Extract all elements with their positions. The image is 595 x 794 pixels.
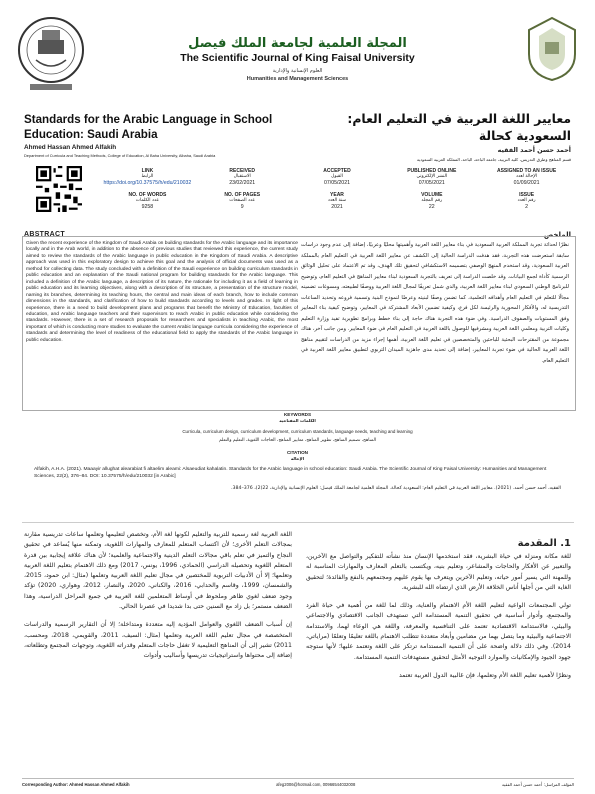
info-label: PUBLISHED ONLINE [407,168,457,174]
info-value: 22 [428,204,435,210]
info-value: 9258 [141,204,154,210]
info-label: VOLUME [421,192,443,198]
page-footer [22,778,574,787]
journal-name-en: The Scientific Journal of King Faisal University [180,52,415,64]
citation-text-en: Alfakih, A.H.A. (2021). Maaayir allughat alearabiat fi altaelim aleami: Alsaeudiat kahalatin. Standards for the Arabic language in school education: Saudi Arabia. The Scientific Journal of King Faisal University: Humanities and Management Sciences, 22(2), 376–84. DOI: 10.37575/h/edu/210032 [in Arabic] [34,467,547,479]
body-paragraph: إن أسباب الضعف اللغوي والعوامل المؤدية إليه متعددة ومتداخلة؛ إلا أن التقارير الرسمية والدراسات المتخصصة في مجال تعليم اللغة العربية وتعلمها (مثال: السيف، 2011، والقويمي، 2018، ومحسب، 2011) تشير إلى أن المناهج التعليمية لا تغفل حاجات المتعلم وقدراته اللغوية، وتوجهات المجتمع وتطلعاته، إضافة إلى محتواها واستراتيجيات تدريسها وأساليب وأدوات [24,621,292,660]
info-label: ACCEPTED [323,168,351,174]
info-words [100,192,195,210]
body-paragraph: تولي المجتمعات الواعية لتعليم اللغة الأم الاهتمام والعناية، وذلك لما للغة من أهمية في حياة الفرد والمجتمع، وأدوار أساسية في تحقيق التنمية المستدامة التي تستهدف الجانب الاقتصادي والاجتماعي والبيئي، فالاستدامة الاقتصادية تعتمد على التنافسية والمعرفة، واللغة هي الوعاء لهما، والاستدامة الاجتماعية والبيئية وما يتصل بهما من مضامين وأبعاد متعددة تتطلب الاهتمام باللغة تعليمًا وتعلمًا (مراياتي، 2014). وفي ذلك دلالة واضحة على أن التنمية المستدامة ترتكز على اللغة وتعتمد عليها؛ لأنها ستوجه جهود الجيود والإمكانيات والموارد التوجيه الأمثل لتحقيق مستهدفات التنمية المستدامة. [306,602,571,661]
journal-logo-emblem [525,14,579,84]
author-affiliation-en: Department of Curricula and Teaching Methods, College of Education, Al Baha University, Albaha, Saudi Arabia [24,153,216,158]
body-paragraph: ونظرًا لأهمية تعليم اللغة الأم وتعلمها، فإن غالبية الدول العربية تعتمد [398,671,571,679]
info-label: ISSUE [519,192,535,198]
footer-corresponding-author: Corresponding Author: Ahmed Hassan Ahmed Alfakih [22,782,130,787]
footer-contact[interactable]: afeg2006@hotmail.com, 00966544032008 [276,782,356,787]
abstract-text-ar: نظرًا لحداثة تجربة المملكة العربية السعودية في بناء معايير اللغة العربية وأهميتها محليًا وعربيًا، إضافة إلى عدم وجود دراسات سابقة استعرضت هذه التجربة، فقد هدفت الدراسة الحالية إلى الكشف عن معايير اللغة العربية في التعليم العام بالمملكة العربية السعودية، وقد استخدم المنهج الوصفي بتصميمه الاستكشافي لتحقيق تلك الهدف، وقد تم الاعتماد على تحليل الوثائق الرسمية كأداة لجمع البيانات. وقد خلصت الدراسة إلى تعريف بالتجربة السعودية لبناء معايير المناهج في التعليم العام، وتوضيح للبرنامج الوطني السعودي لبناء معايير اللغة العربية، والذي شمل تعريفًا لمجال اللغة العربية ووصفًا لطبيعته، ومسوغات تضمينه مجالًا للتعلم في التعليم العام وأهدافه التعلمية، كما تضمن وصفًا لبنيته وعرضًا لنموذج البنية وتسمية فروعه وتحديد الساعات التدريسية له، والأفكار المحورية والرئيسة لكل فرع، وكيفية تضمين الأبعاد المشتركة في المعايير، وتوضيح كيفية بناء المعايير وفق المستويات والصفوف الدراسية. وفي ضوء هذه التجربة هناك حاجة إلى بناء خطط وبرامج تطويرية تفيد وزارة التعليم وكليات التربية ومعلمي اللغة العربية ومشرفيها للوصول باللغة العربية في التعليم العام في ضوء المعايير. ومن جانب آخر، هناك مجموعة من المقترحات البحثية للباحثين والمتخصصين في تعليم اللغة العربية، أهمها إجراء مزيد من الدراسات لتقييم مناهج اللغة العربية الحالية في ضوء تجربة المعايير، إضافة إلى تحديد مدى جاهزية الميدان التربوي لتطبيق معايير اللغة العربية في التعليم العام. [301,242,569,364]
citation-heading-en: CITATION [286,450,308,455]
info-issue [479,192,574,210]
info-row-top [100,168,574,186]
author-name-ar: أحمد حسن أحمد الفقيه [497,146,571,154]
section-heading-introduction: 1. المقدمة [517,538,571,549]
info-label-ar: الرابط [141,174,154,179]
info-value: 2 [525,204,529,210]
info-volume [384,192,479,210]
info-label-ar: سنة العدد [327,198,347,203]
citation-text-ar: الفقيه، أحمد حسن أحمد. (2021). معايير اللغة العربية في التعليم العام: السعودية كحالة. المجلة العلمية لجامعة الملك فيصل: العلوم الإنسانية والإدارية، 22(2)، 376–384. [231,486,561,491]
info-label-ar: النشر الإلكتروني [416,174,448,179]
journal-section-ar: العلوم الإنسانية والإدارية [272,68,323,74]
info-label-ar: رقم المجلد [421,198,443,203]
info-label-ar: الاستقبال [233,174,251,179]
article-title-en: Standards for the Arabic Language in School Education: Saudi Arabia [24,113,273,141]
section-divider [22,522,574,523]
body-paragraph: اللغة العربية لغة رسمية للتربية والتعليم لكونها لغة الأم، وتخصص لتعليمها وتعلمها ساعات تدريسية مقارنة بمجالات التعلم الأخرى؛ لأن اكتساب المتعلم للمعارف والمهارات اللغوية، وتمكنه منها يُساعد في تحقيق النجاح والتميز في تعلم باقي مجالات التعلم الدينية والاجتماعية والعلمية؛ لأن هناك علاقة إيجابية بين قدرة المتعلم اللغوية وتحصيله الدراسي (الحمادي، 1996، يونس، 2017) ومع ذلك الاهتمام بتعليم اللغة العربية وتعلمها؛ إلا أن الأدبيات التربوية للمختصين في مجال تعليم اللغة العربية وتعلمها (مثال: ابن حمود، 2015، والشمسان، 1999، وقاسم والحدابي، 2016، والكناني، 2020، والنصار، 2012، وهواري، 2020) تؤكد وجود ضعف لغوي ظاهر وملحوظ في أوساط المتعلمين للغة العربية في جميع المراحل الدراسية، وهذا الضعف مستمر؛ بل زاد مع السنين حتى بدا شديدا في عصرنا الحالي. [24,531,292,611]
info-value: 2021 [331,204,343,210]
info-label: NO. OF WORDS [128,192,167,198]
keywords-text-ar: المناهج، تصميم المناهج، تطوير المناهج، معايير المناهج، الحاجات اللغوية، التعليم والتعلم [218,438,377,443]
citation-heading-ar: الإحالة [290,456,305,461]
info-pages [195,192,290,210]
info-label: LINK [141,168,154,174]
journal-name-ar: المجلة العلمية لجامعة الملك فيصل [188,36,407,51]
info-published [384,168,479,186]
info-label: NO. OF PAGES [224,192,261,198]
info-label-ar: عدد الكلمات [135,198,160,203]
info-value: 01/09/2021 [513,180,540,186]
info-row-bottom [100,192,574,210]
doi-link[interactable]: https://doi.org/10.37575/h/edu/210032 [103,180,192,186]
info-label-ar: رقم العدد [517,198,536,203]
info-value: 23/02/2021 [229,180,256,186]
abstract-heading-ar: الملخص [543,231,571,239]
info-received [195,168,290,186]
info-label: ASSIGNED TO AN ISSUE [496,168,557,174]
info-link [100,168,195,186]
info-label-ar: عدد الصفحات [229,198,256,203]
abstract-heading-en: ABSTRACT [24,231,65,238]
article-title-ar: معايير اللغة العربية في التعليم العام: السعودية كحالة [347,111,571,143]
info-value: 07/05/2021 [418,180,445,186]
author-affiliation-ar: قسم المناهج وطرق التدريس، كلية التربية، جامعة الباحة، الباحة، المملكة العربية السعودية [416,157,571,162]
body-column-left [24,530,292,662]
info-label: RECEIVED [229,168,255,174]
author-name-en: Ahmed Hassan Ahmed Alfakih [24,144,117,151]
footer-corresponding-author-ar: المؤلف المراسل: أحمد حسن أحمد الفقيه [501,782,574,787]
kfu-logo-emblem [16,10,86,96]
keywords-heading-ar: الكلمات المفتاحية [279,418,316,423]
info-value: 07/05/2021 [324,180,350,186]
article-info-table [100,168,574,210]
info-assigned [479,168,574,186]
abstract-text-en: Given the recent experience of the Kingdom of Saudi Arabia on building standards for the Arabic language and its importance locally and in the Arab world, in addition to the absence of previous studies that reviewed this experience, the current study aimed to review the standards of the Arabic language in public education in the Kingdom of Saudi Arabia. A descriptive approach was used in this exploratory design to achieve this goal and the analysis of official documents was used as a method for collecting data. The study concluded with a definition of the Saudi experience on building curriculum standards in public education and an explanation of the Saudi national program for building standards for the Arabic language. This included a definition of the Arabic language, a description of its nature, the rationale for including it as a field of learning in public education and its learning objectives, along with a description of its structure, a presentation of the structure model, naming its branches, determining its teaching hours, the central and main ideas of each branch, how to include common dimensions in the standards, and clarification of how to build standards according to levels and grades. In light of this experience, there is a need to build development plans and programs that benefit the Ministry of Education, faculties of education, and Arabic language teachers and their supervisors to reach Arabic in public education while considering the standards. However, there is a set of research proposals for researchers and specialists in teaching Arabic, the most important of which is conducting more studies to evaluate the current Arabic language curricula considering the experience of standards and determining the level of readiness of the educational field to apply the standards of the Arabic language in public education. [26,241,298,343]
body-column-right [306,552,571,681]
info-label-ar: القبول [331,174,343,179]
qr-code-icon[interactable] [36,166,82,212]
body-paragraph: للغة مكانة ومنزلة في حياة البشرية، فقد استخدمها الإنسان منذ نشأته للتفكير والتواصل مع الآخرين، والتعبير عن الأفكار والحاجات والمشاعر، وتعليم بنيه، ويكتسب بالتعلم المعارف والمهارات المناسبة له وللمهنة التي يسير أمور حياته، وتعليم الآخرين ويتعرف بها يقوم عليهم ومجتمعهم بالنفع والفائدة؛ لتحقيق الغاية التي من أجلها أناس الخلافة الأرض الذي ارتضاه الله للبشرية. [306,553,571,591]
info-label: YEAR [330,192,344,198]
info-value: 9 [240,204,244,210]
keywords-text-en: Curricula, curriculum design, curriculum development, curriculum standards, language needs, teaching and learning [182,429,413,434]
journal-section-en: Humanities and Management Sciences [246,76,349,82]
info-label-ar: الإحالة لعدد [516,174,538,179]
info-year [290,192,385,210]
keywords-heading-en: KEYWORDS [283,412,312,417]
info-accepted [290,168,385,186]
